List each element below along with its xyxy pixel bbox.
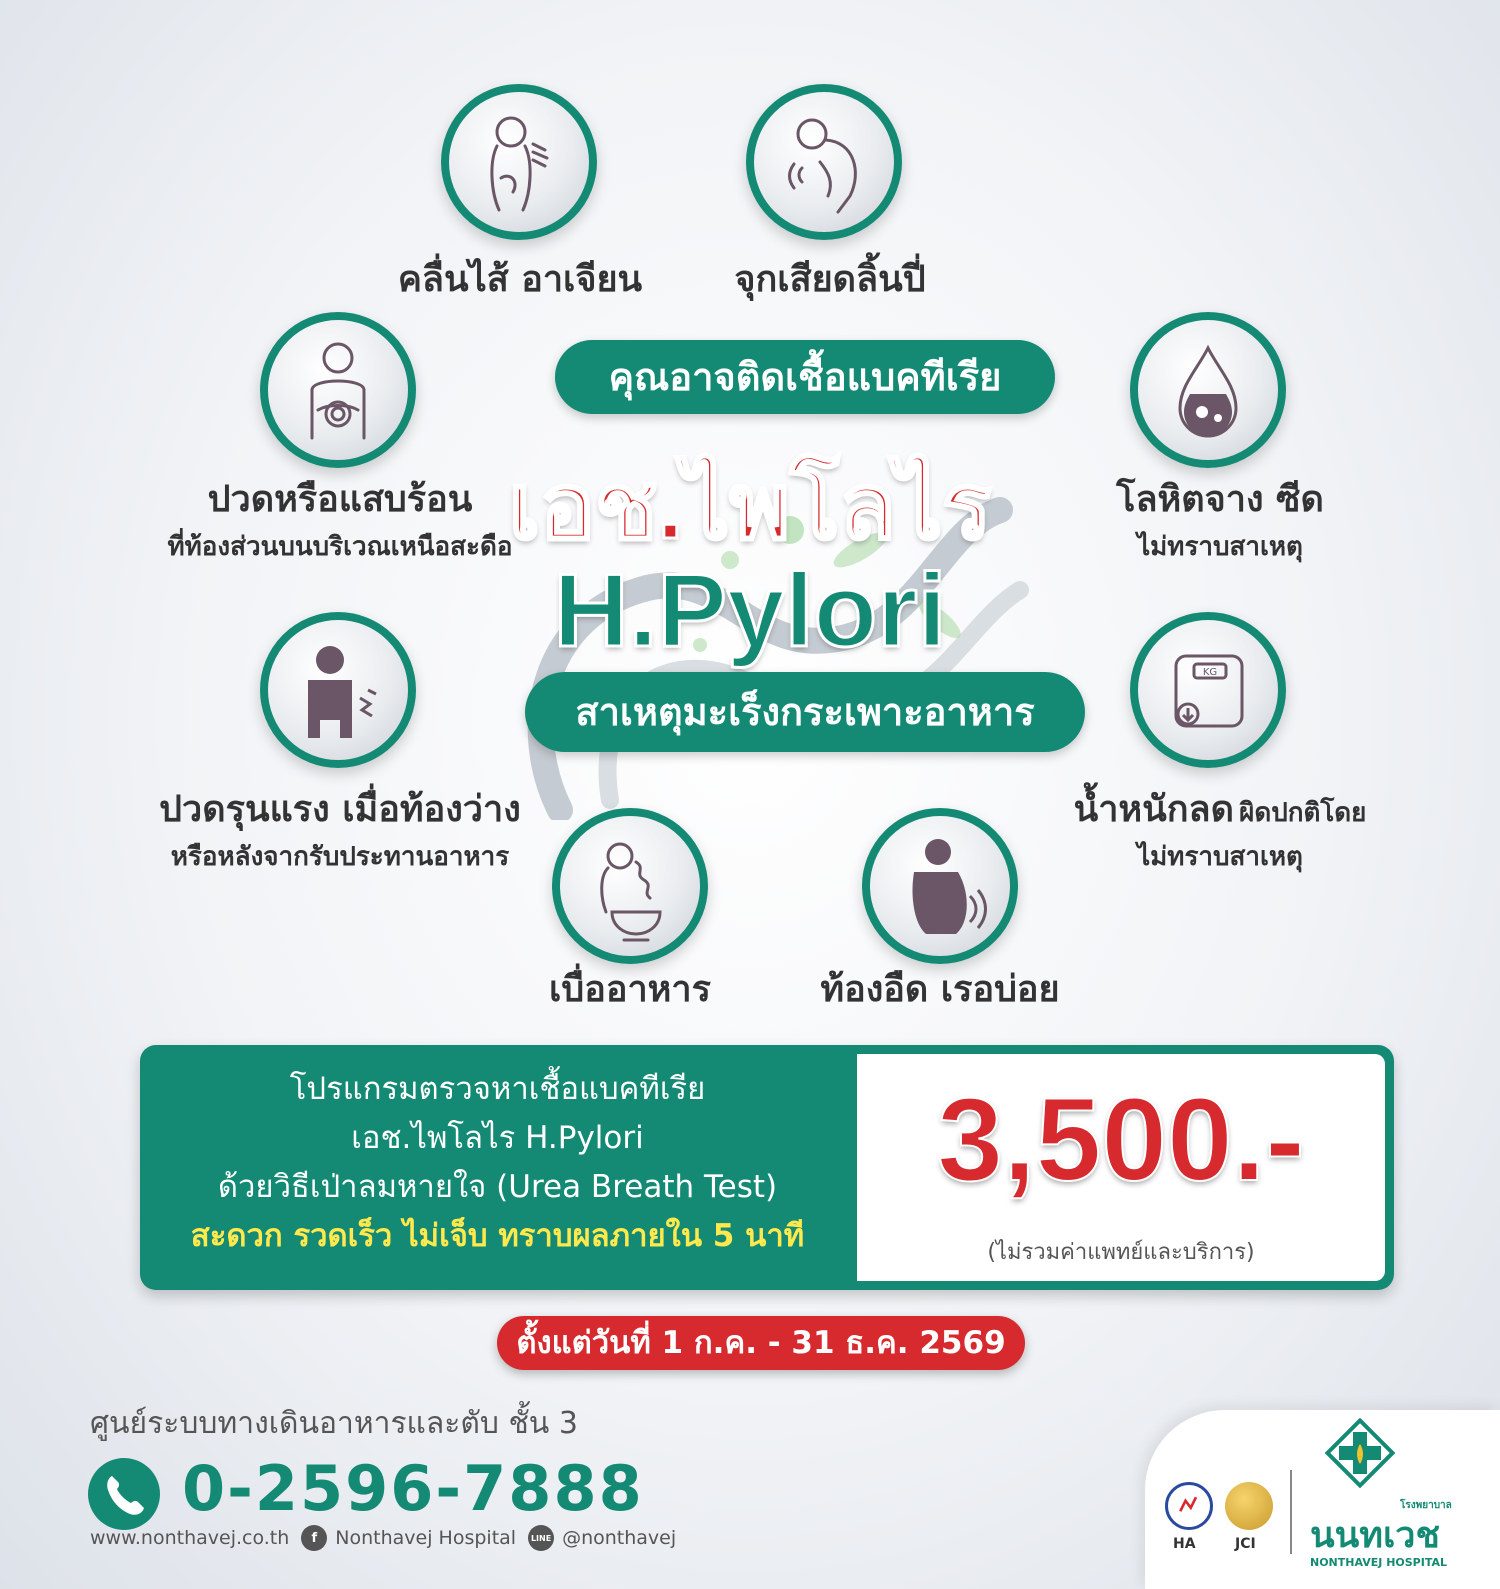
logo-divider (1290, 1470, 1292, 1554)
epigastric-pain-person-icon (746, 84, 902, 240)
headline-english: H.Pylori (553, 553, 947, 669)
symptom-title-appetite: เบื่ออาหาร (549, 969, 711, 1010)
blood-drop-icon (1130, 312, 1286, 468)
program-line-2: เอช.ไพโลไร H.Pylori (351, 1120, 644, 1156)
hospital-name-english: NONTHAVEJ HOSPITAL (1310, 1556, 1447, 1569)
symptom-sub-weight-loss: ไม่ทราบสาเหตุ (1137, 842, 1303, 872)
symptom-sub-anemia: ไม่ทราบสาเหตุ (1137, 532, 1303, 562)
facebook-icon: f (301, 1525, 327, 1551)
promo-period-badge: ตั้งแต่วันที่ 1 ก.ค. - 31 ธ.ค. 2569 (497, 1316, 1025, 1370)
footer-links (90, 1525, 676, 1551)
line-icon: LINE (528, 1525, 554, 1551)
cancer-cause-pill: สาเหตุมะเร็งกระเพาะอาหาร (525, 672, 1085, 752)
program-description (140, 1065, 855, 1261)
line-link[interactable]: @nonthavej (562, 1527, 677, 1549)
department-label: ศูนย์ระบบทางเดินอาหารและตับ ชั้น 3 (90, 1406, 578, 1441)
price: 3,500.- (937, 1074, 1305, 1206)
symptom-title-epigastric: จุกเสียดลิ้นปี่ (734, 259, 926, 300)
bloated-belly-icon (862, 808, 1018, 964)
symptom-title-weight-loss-suffix: ผิดปกติโดย (1239, 798, 1367, 828)
headline-thai: เอช.ไพโลไร (508, 456, 992, 558)
program-benefits: สะดวก รวดเร็ว ไม่เจ็บ ทราบผลภายใน 5 นาที (190, 1218, 805, 1254)
symptom-title-nausea: คลื่นไส้ อาเจียน (397, 259, 643, 300)
symptom-title-weight-loss: น้ำหนักลด (1073, 789, 1234, 830)
stomach-burn-person-icon (260, 312, 416, 468)
symptom-title-anemia: โลหิตจาง ซีด (1116, 479, 1324, 520)
phone-number[interactable]: 0-2596-7888 (182, 1452, 644, 1525)
jci-label: JCI (1235, 1536, 1256, 1552)
program-line-3: ด้วยวิธีเป่าลมหายใจ (Urea Breath Test) (217, 1169, 778, 1205)
jci-seal (1225, 1482, 1273, 1530)
website-link[interactable]: www.nonthavej.co.th (90, 1527, 290, 1549)
program-panel (140, 1045, 1394, 1290)
price-panel (857, 1054, 1385, 1281)
symptom-title-severe-pain: ปวดรุนแรง เมื่อท้องว่าง (159, 789, 521, 830)
hospital-name-small: โรงพยาบาล (1400, 1500, 1452, 1511)
accreditation-logo-panel (1145, 1410, 1500, 1589)
nonthavej-logo-mark (1325, 1418, 1395, 1488)
hospital-name-thai: นนทเวช (1310, 1515, 1440, 1556)
symptom-title-burning: ปวดหรือแสบร้อน (207, 479, 473, 520)
food-aversion-icon (552, 808, 708, 964)
nausea-person-icon (441, 84, 597, 240)
facebook-link[interactable]: Nonthavej Hospital (335, 1527, 517, 1549)
weight-scale-icon (1130, 612, 1286, 768)
symptom-sub-severe-pain: หรือหลังจากรับประทานอาหาร (170, 842, 510, 872)
symptom-title-weight-loss-row (1020, 780, 1420, 837)
symptom-sub-burning: ที่ท้องส่วนบนบริเวณเหนือสะดือ (167, 532, 513, 562)
stomach-pain-person-icon (260, 612, 416, 768)
symptom-title-flatulence: ท้องอืด เรอบ่อย (820, 969, 1060, 1010)
ha-label: HA (1173, 1536, 1196, 1552)
scale-kg-label: KG (1202, 667, 1218, 678)
phone-icon (88, 1458, 160, 1530)
price-note: (ไม่รวมค่าแพทย์และบริการ) (987, 1240, 1255, 1265)
infection-warning-pill: คุณอาจติดเชื้อแบคทีเรีย (555, 340, 1055, 414)
program-line-1: โปรแกรมตรวจหาเชื้อแบคทีเรีย (289, 1071, 706, 1107)
ha-logo (1165, 1482, 1213, 1530)
